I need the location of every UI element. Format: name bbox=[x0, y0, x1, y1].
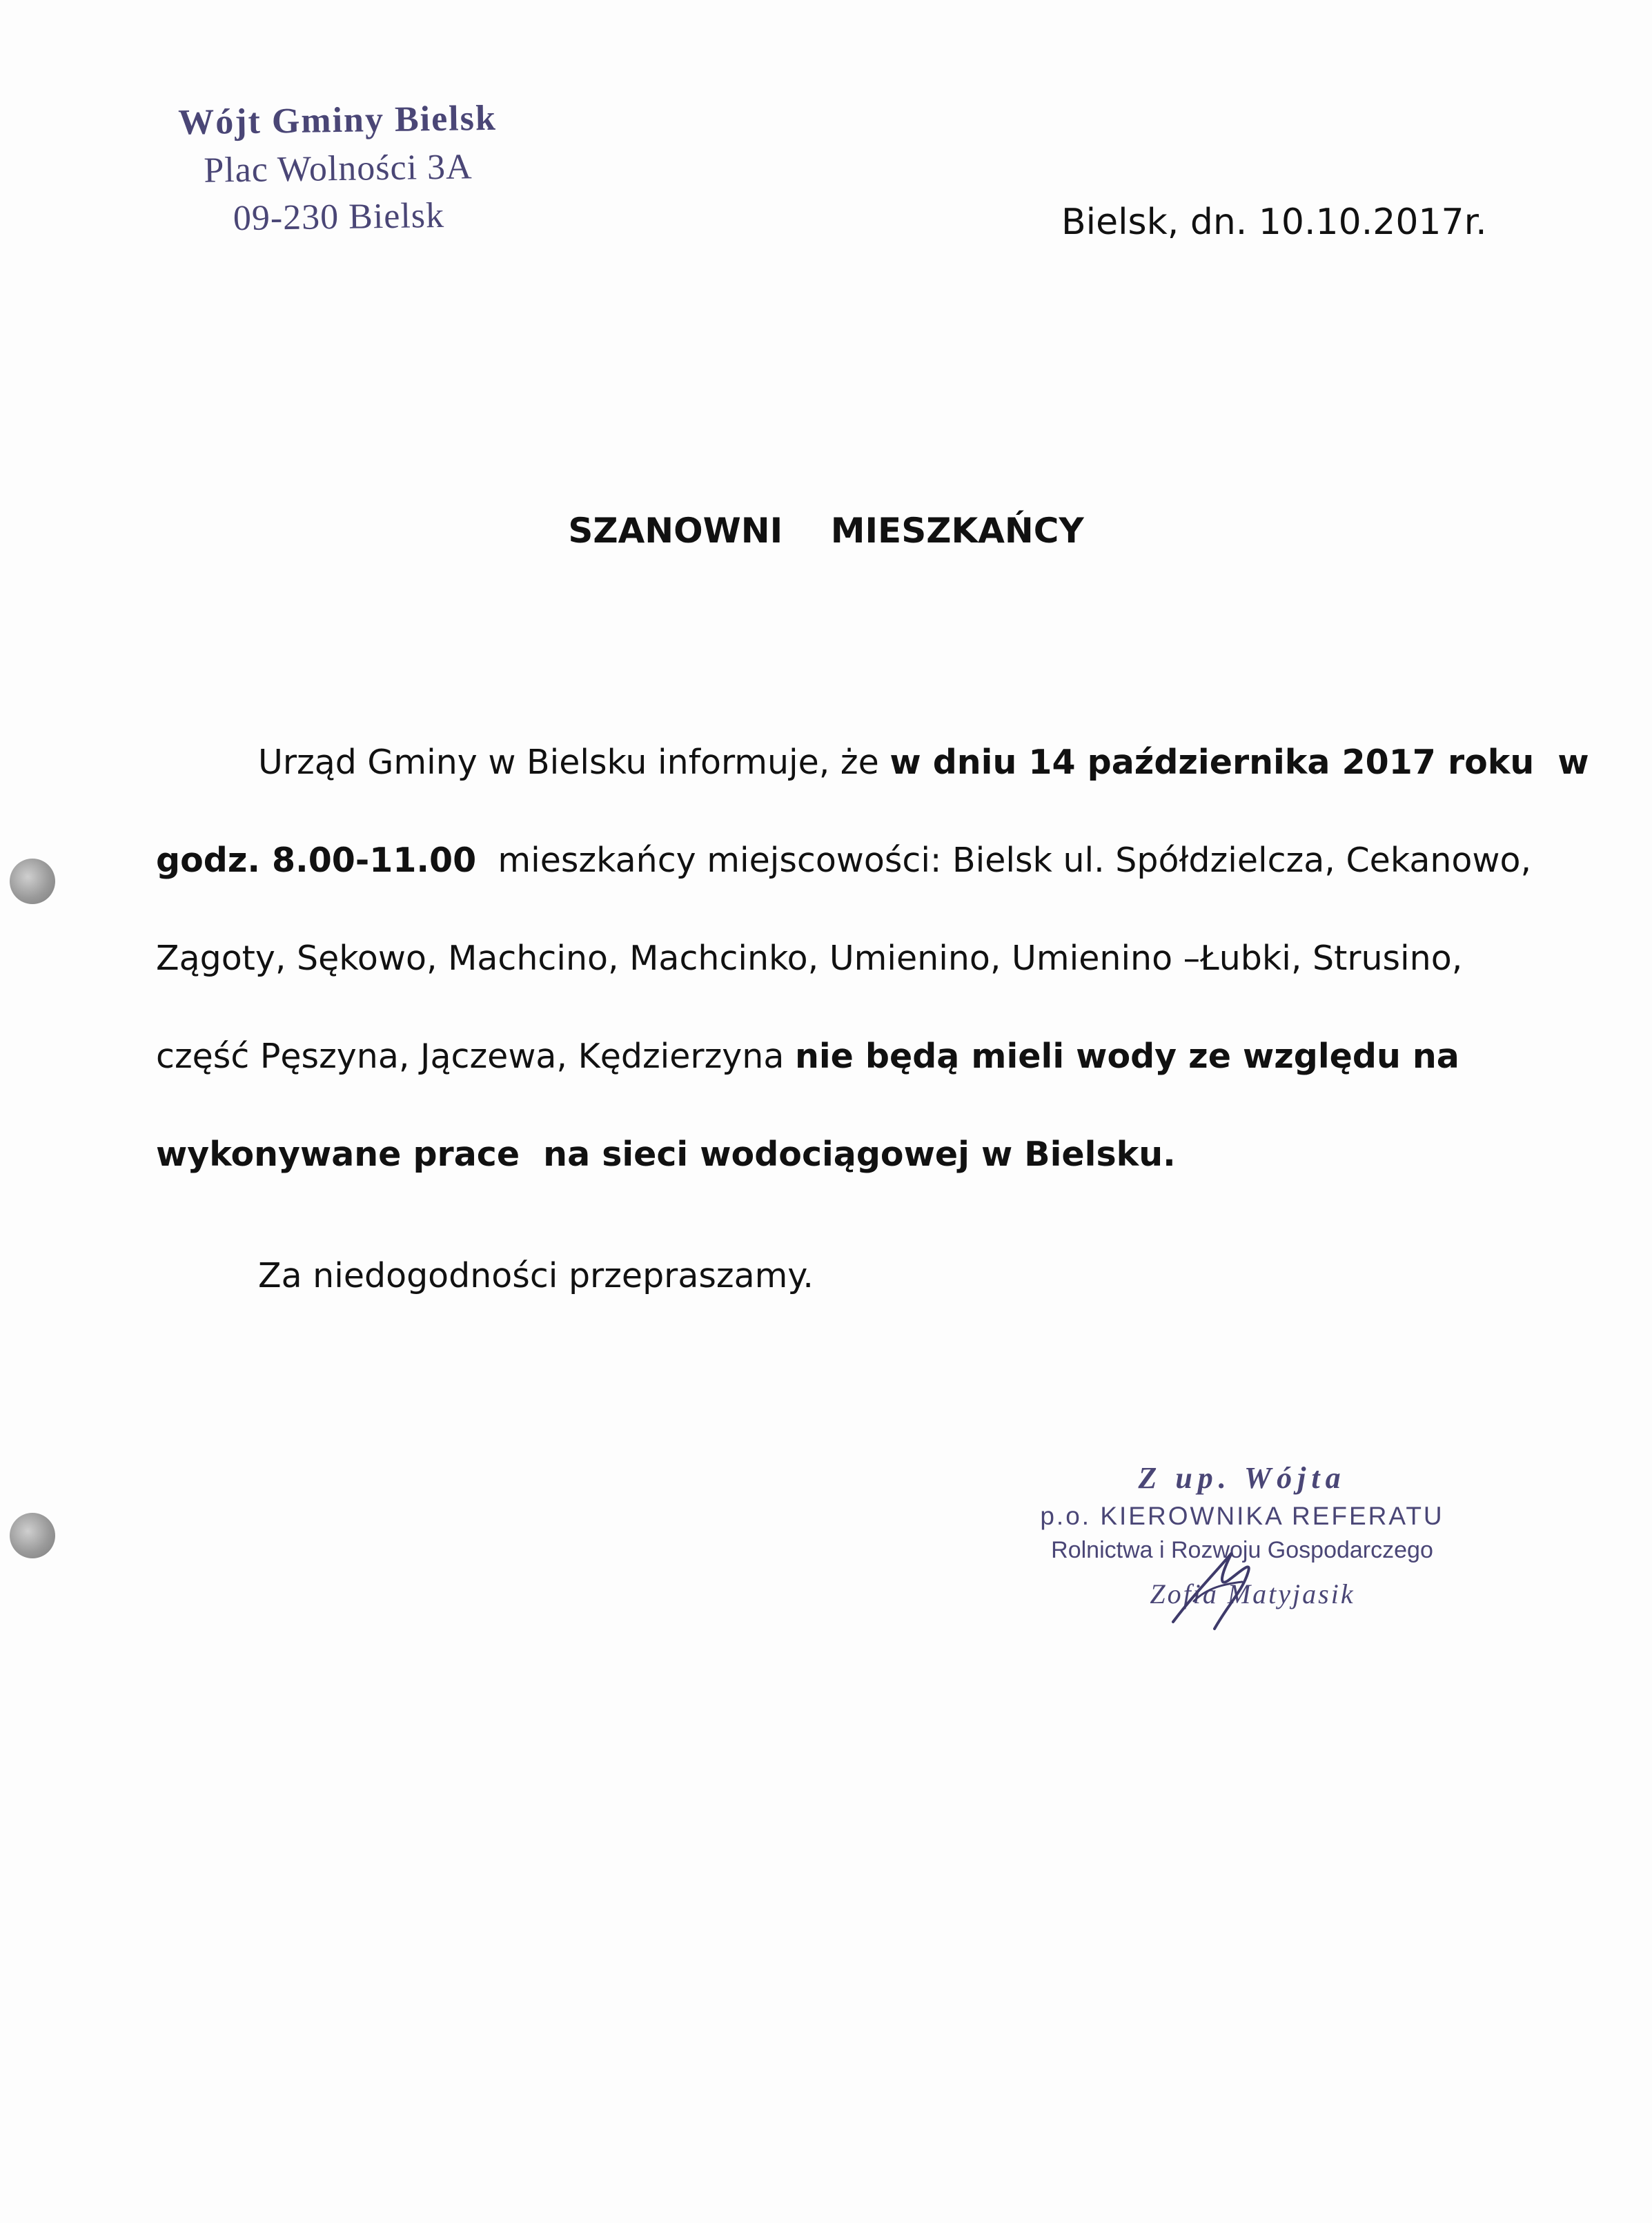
body-line-2-bold: godz. 8.00-11.00 bbox=[156, 841, 477, 880]
stamp-line-3: 09-230 Bielsk bbox=[233, 195, 445, 239]
handwritten-signature bbox=[1166, 1532, 1270, 1643]
signature-line-4: Zofia Matyjasik bbox=[1150, 1578, 1355, 1609]
body-line-5 bbox=[156, 1130, 1467, 1228]
body-line-1-bold: w dniu 14 października 2017 roku w bbox=[889, 743, 1589, 782]
signature-line-2: p.o. KIEROWNIKA REFERATU bbox=[1040, 1502, 1444, 1530]
body-line-4-regular: część Pęszyna, Jączewa, Kędzierzyna bbox=[156, 1037, 795, 1076]
body-line-4 bbox=[156, 1032, 1467, 1130]
stamp-line-2: Plac Wolności 3A bbox=[203, 147, 473, 190]
body-line-3-text: Zągoty, Sękowo, Machcino, Machcinko, Umienino, Umienino –Łubki, Strusino, bbox=[156, 939, 1463, 978]
body-line-2 bbox=[156, 836, 1532, 934]
document-heading bbox=[0, 511, 1652, 551]
office-stamp bbox=[130, 94, 547, 244]
body-line-1 bbox=[156, 738, 1589, 836]
punch-hole-top bbox=[10, 859, 55, 904]
closing-line: Za niedogodności przepraszamy. bbox=[258, 1256, 814, 1295]
signature-line-3: Rolnictwa i Rozwoju Gospodarczego bbox=[1051, 1537, 1433, 1563]
body-line-3 bbox=[156, 934, 1467, 1032]
body-line-2-regular: mieszkańcy miejscowości: Bielsk ul. Spółdzielcza, Cekanowo, bbox=[476, 841, 1532, 880]
heading-word-1: SZANOWNI bbox=[568, 511, 783, 551]
punch-hole-bottom bbox=[10, 1513, 55, 1558]
heading-word-2: MIESZKAŃCY bbox=[830, 511, 1084, 551]
stamp-line-1: Wójt Gminy Bielsk bbox=[177, 98, 498, 143]
body-line-4-bold: nie będą mieli wody ze względu na bbox=[794, 1037, 1459, 1076]
document-date: Bielsk, dn. 10.10.2017r. bbox=[1061, 202, 1487, 243]
letter-body bbox=[156, 738, 1589, 1228]
body-line-1-regular: Urząd Gminy w Bielsku informuje, że bbox=[258, 743, 890, 782]
body-line-5-text: wykonywane prace na sieci wodociągowej w Bielsku. bbox=[156, 1135, 1176, 1174]
signature-line-1: Z up. Wójta bbox=[1138, 1461, 1346, 1495]
